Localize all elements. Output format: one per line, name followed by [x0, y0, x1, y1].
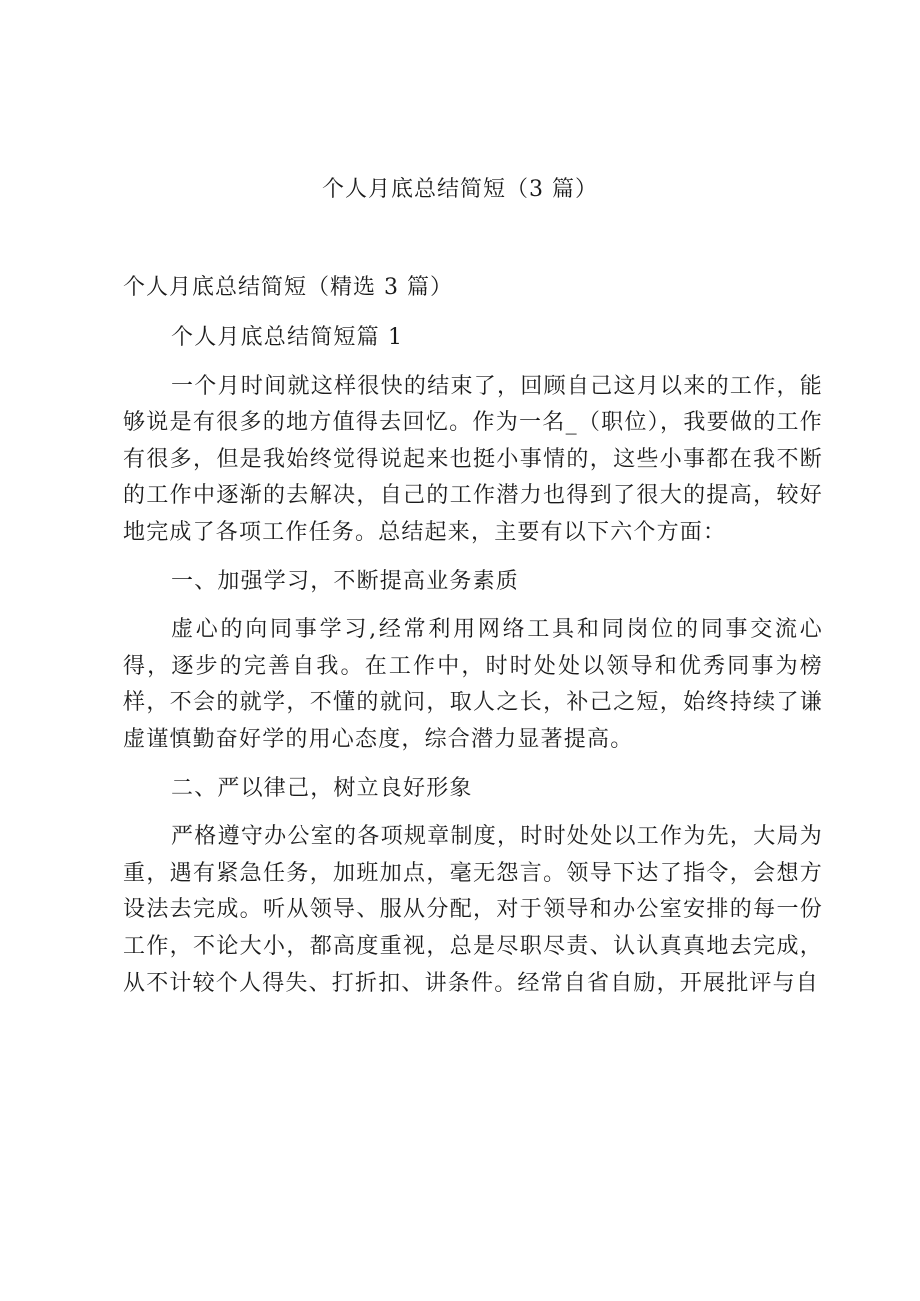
paragraph-study: 虚心的向同事学习,经常利用网络工具和同岗位的同事交流心得，逐步的完善自我。在工作中，时时处处以领导和优秀同事为榜样，不会的就学，不懂的就问，取人之长，补己之短，始终持续了谦虚谨慎勤奋好学的用心态度，综合潜力显著提高。: [123, 617, 823, 752]
document-subtitle: 个人月底总结简短（精选 3 篇）: [123, 275, 453, 300]
section-heading: 个人月底总结简短篇 1: [171, 325, 404, 350]
point-heading-2: 二、严以律己，树立良好形象: [171, 775, 473, 801]
paragraph-discipline: 严格遵守办公室的各项规章制度，时时处处以工作为先，大局为重，遇有紧急任务，加班加点，毫无怨言。领导下达了指令，会想方设法去完成。听从领导、服从分配，对于领导和办公室安排的每一份工作，不论大小，都高度重视，总是尽职尽责、认认真真地去完成，从不计较个人得失、打折扣、讲条件。经常自省自励，开展批评与自: [123, 824, 823, 996]
point-heading-1: 一、加强学习，不断提高业务素质: [171, 568, 520, 594]
document-title: 个人月底总结简短（3 篇）: [322, 177, 598, 202]
paragraph-intro: 一个月时间就这样很快的结束了，回顾自己这月以来的工作，能够说是有很多的地方值得去回忆。作为一名_（职位），我要做的工作有很多，但是我始终觉得说起来也挺小事情的，这些小事都在我不断的工作中逐渐的去解决，自己的工作潜力也得到了很大的提高，较好地完成了各项工作任务。总结起来，主要有以下六个方面：: [123, 373, 823, 545]
document-body: [123, 320, 823, 1002]
